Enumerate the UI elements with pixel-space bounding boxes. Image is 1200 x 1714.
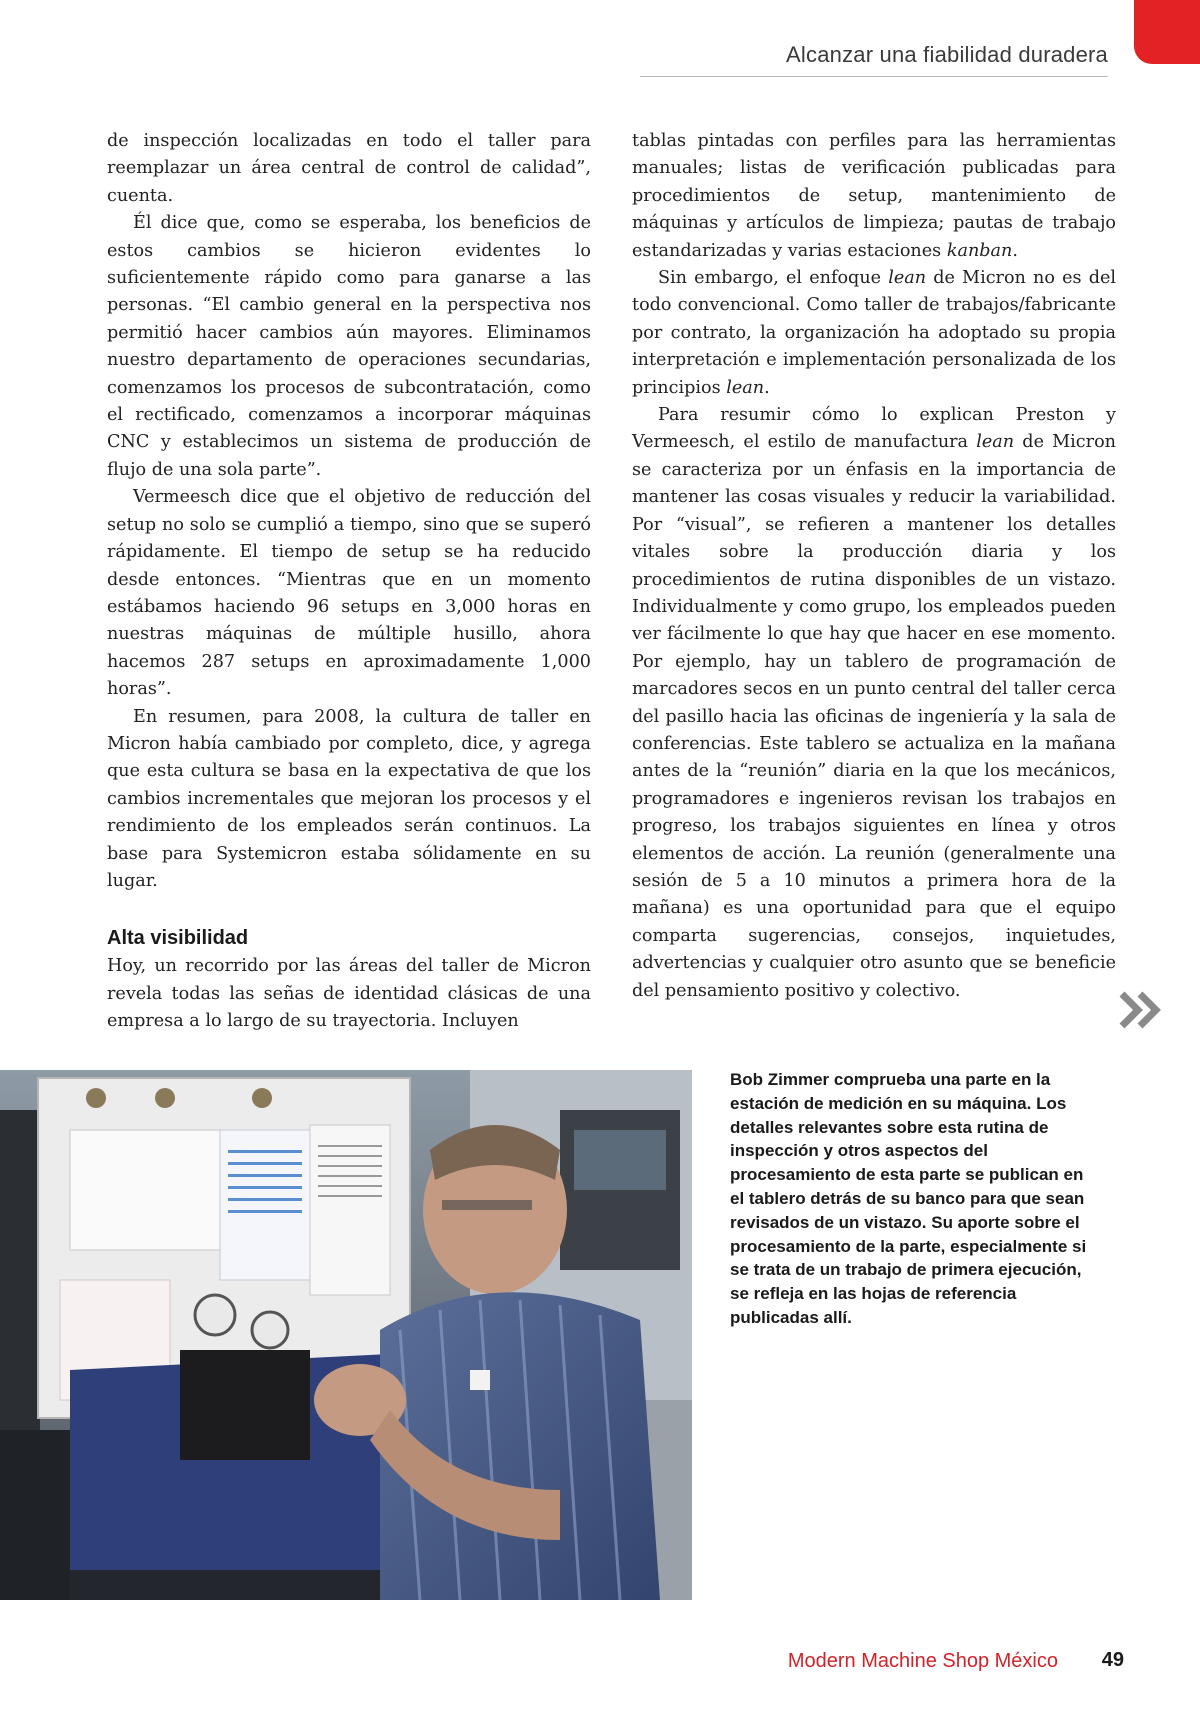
photo-machinist-at-measuring-station: [0, 1070, 692, 1600]
text-run: Sin embargo, el enfoque: [658, 268, 889, 289]
paragraph: [632, 128, 1116, 265]
italic-term: lean: [976, 432, 1015, 453]
text-run: de Micron no es del todo convencional. Como taller de trabajos/fabricante por contrato, la organización ha adoptado su propia interpretación e implementación personalizada de los principios: [632, 268, 1116, 398]
running-title: Alcanzar una fiabilidad duradera: [786, 42, 1108, 67]
text-run: de Micron se caracteriza por un énfasis en la importancia de mantener las cosas visuales y reducir la variabilidad. Por “visual”, se refieren a mantener los detalles vitales sobre la producción diaria y los procedimientos de rutina disponibles de un vistazo. Individualmente y como grupo, los empleados pueden ver fácilmente lo que hay que hacer en ese momento. Por ejemplo, hay un tablero de programación de marcadores secos en un punto central del taller cerca del pasillo hacia las oficinas de ingeniería y la sala de conferencias. Este tablero se actualiza en la mañana antes de la “reunión” diaria en la que los mecánicos, programadores e ingenieros revisan los trabajos en progreso, los trabajos siguientes en línea y otros elementos de acción. La reunión (generalmente una sesión de 5 a 10 minutos a primera hora de la mañana) es una oportunidad para que el equipo comparta sugerencias, consejos, inquietudes, advertencias y cualquier otro asunto que se beneficie del pensamiento positivo y colectivo.: [632, 432, 1116, 1001]
right-column: [632, 128, 1116, 1005]
left-column: [107, 128, 591, 1036]
text-run: tablas pintadas con perfiles para las herramientas manuales; listas de verificación publicadas para procedimientos de setup, mantenimiento de máquinas y artículos de limpieza; pautas de trabajo estandarizadas y varias estaciones: [632, 131, 1116, 261]
double-chevron-right-icon: [1118, 990, 1164, 1030]
paragraph: Hoy, un recorrido por las áreas del taller de Micron revela todas las señas de identidad clásicas de una empresa a lo largo de su trayectoria. Incluyen: [107, 956, 591, 1032]
page-number: 49: [1101, 1649, 1124, 1671]
footer-magazine-title: Modern Machine Shop México: [787, 1650, 1058, 1672]
paragraph: [632, 402, 1116, 1005]
paragraph: [632, 265, 1116, 402]
italic-term: lean: [888, 268, 927, 289]
paragraph: En resumen, para 2008, la cultura de taller en Micron había cambiado por completo, dice, y agrega que esta cultura se basa en la expectativa de que los cambios incrementales que mejoran los procesos y el rendimiento de los empleados serán continuos. La base para Systemicron estaba sólidamente en su lugar.: [107, 706, 591, 891]
text-run: Para resumir cómo lo explican Preston y Vermeesch, el estilo de manufactura: [632, 405, 1116, 453]
italic-term: kanban: [946, 240, 1013, 261]
text-run: .: [764, 377, 770, 398]
italic-term: lean: [726, 377, 765, 398]
header-rule: [640, 76, 1108, 77]
photo-caption: Bob Zimmer comprueba una parte en la estación de medición en su máquina. Los detalles relevantes sobre esta rutina de inspección y otros aspectos del procesamiento de esta parte se publican en el tablero detrás de su banco para que sean revisados de un vistazo. Su aporte sobre el procesamiento de la parte, especialmente si se trata de un trabajo de primera ejecución, se refleja en las hojas de referencia publicadas allí.: [730, 1070, 1087, 1327]
section-subhead: Alta visibilidad: [107, 927, 249, 950]
photo-illustration: [0, 1070, 692, 1600]
paragraph: Vermeesch dice que el objetivo de reducción del setup no solo se cumplió a tiempo, sino que se superó rápidamente. El tiempo de setup se ha reducido desde entonces. “Mientras que en un momento estábamos haciendo 96 setups en 3,000 horas en nuestras máquinas de múltiple husillo, ahora hacemos 287 setups en aproximadamente 1,000 horas”.: [107, 487, 591, 700]
text-run: .: [1012, 240, 1018, 261]
paragraph: de inspección localizadas en todo el taller para reemplazar un área central de control de calidad”, cuenta.: [107, 131, 591, 206]
paragraph: Él dice que, como se esperaba, los beneficios de estos cambios se hicieron evidentes lo suficientemente rápido como para ganarse a las personas. “El cambio general en la perspectiva nos permitió hacer cambios aún mayores. Eliminamos nuestro departamento de operaciones secundarias, comenzamos los procesos de subcontratación, como el rectificado, comenzamos a incorporar máquinas CNC y establecimos un sistema de producción de flujo de una sola parte”.: [107, 213, 591, 480]
corner-color-tab: [1134, 0, 1200, 64]
